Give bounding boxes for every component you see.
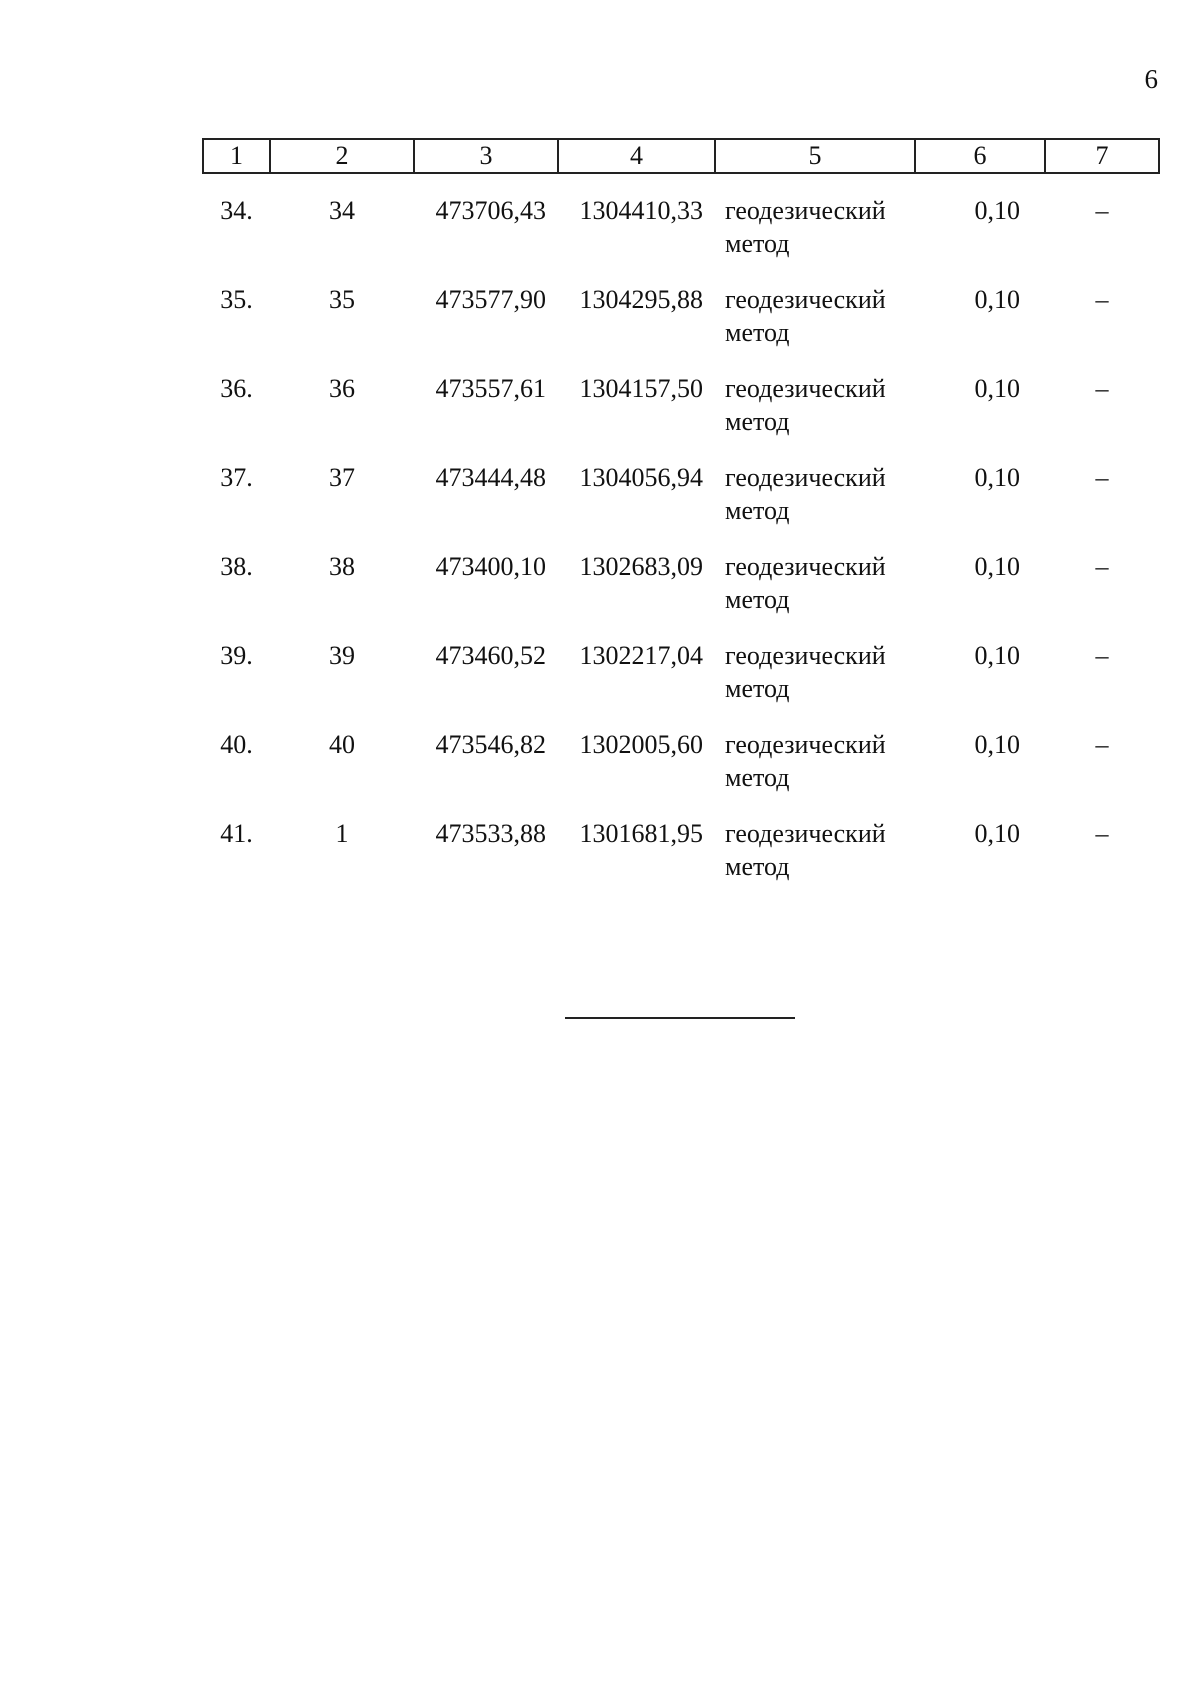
method-text-line-2: метод bbox=[725, 763, 790, 792]
accuracy-value: 0,10 bbox=[974, 730, 1020, 759]
method-cell bbox=[715, 799, 915, 888]
table-header-row bbox=[203, 139, 1159, 173]
coordinate-y: 1304157,50 bbox=[579, 374, 703, 403]
column-header-1: 1 bbox=[203, 139, 270, 173]
note-dash: – bbox=[1095, 730, 1109, 759]
point-number: 40 bbox=[329, 730, 355, 759]
method-cell bbox=[715, 621, 915, 710]
coordinate-y: 1304056,94 bbox=[579, 463, 703, 492]
coordinate-x: 473460,52 bbox=[435, 641, 546, 670]
coordinate-y: 1302217,04 bbox=[579, 641, 703, 670]
note-dash: – bbox=[1095, 819, 1109, 848]
row-number: 37. bbox=[220, 463, 253, 492]
accuracy-value: 0,10 bbox=[974, 196, 1020, 225]
method-text-line-1: геодезический bbox=[725, 641, 886, 670]
point-number: 36 bbox=[329, 374, 355, 403]
column-header-5: 5 bbox=[715, 139, 915, 173]
method-text-line-2: метод bbox=[725, 229, 790, 258]
row-number: 41. bbox=[220, 819, 253, 848]
method-text-line-1: геодезический bbox=[725, 730, 886, 759]
coordinates-table bbox=[202, 138, 1160, 888]
accuracy-value: 0,10 bbox=[974, 819, 1020, 848]
table-row bbox=[203, 710, 1159, 799]
coordinate-y: 1302683,09 bbox=[579, 552, 703, 581]
column-header-4: 4 bbox=[558, 139, 715, 173]
note-dash: – bbox=[1095, 552, 1109, 581]
column-header-3: 3 bbox=[414, 139, 558, 173]
method-cell bbox=[715, 173, 915, 265]
accuracy-value: 0,10 bbox=[974, 641, 1020, 670]
table-row bbox=[203, 532, 1159, 621]
coordinate-y: 1302005,60 bbox=[579, 730, 703, 759]
accuracy-value: 0,10 bbox=[974, 552, 1020, 581]
row-number: 34. bbox=[220, 196, 253, 225]
method-text-line-1: геодезический bbox=[725, 374, 886, 403]
method-text-line-2: метод bbox=[725, 407, 790, 436]
accuracy-value: 0,10 bbox=[974, 285, 1020, 314]
note-dash: – bbox=[1095, 463, 1109, 492]
table-row bbox=[203, 173, 1159, 265]
method-text-line-1: геодезический bbox=[725, 463, 886, 492]
point-number: 37 bbox=[329, 463, 355, 492]
method-text-line-2: метод bbox=[725, 496, 790, 525]
table-row bbox=[203, 443, 1159, 532]
table-row bbox=[203, 354, 1159, 443]
method-text-line-2: метод bbox=[725, 585, 790, 614]
coordinate-x: 473706,43 bbox=[435, 196, 546, 225]
note-dash: – bbox=[1095, 285, 1109, 314]
accuracy-value: 0,10 bbox=[974, 463, 1020, 492]
method-cell bbox=[715, 532, 915, 621]
method-text-line-1: геодезический bbox=[725, 819, 886, 848]
point-number: 1 bbox=[335, 819, 349, 848]
page-number: 6 bbox=[1144, 64, 1158, 94]
method-text-line-1: геодезический bbox=[725, 285, 886, 314]
point-number: 39 bbox=[329, 641, 355, 670]
coordinate-x: 473400,10 bbox=[435, 552, 546, 581]
method-cell bbox=[715, 354, 915, 443]
column-header-7: 7 bbox=[1045, 139, 1159, 173]
method-text-line-2: метод bbox=[725, 318, 790, 347]
table-row bbox=[203, 621, 1159, 710]
point-number: 38 bbox=[329, 552, 355, 581]
note-dash: – bbox=[1095, 641, 1109, 670]
coordinate-x: 473444,48 bbox=[435, 463, 546, 492]
coordinate-x: 473533,88 bbox=[435, 819, 546, 848]
coordinate-x: 473557,61 bbox=[435, 374, 546, 403]
coordinate-x: 473577,90 bbox=[435, 285, 546, 314]
coordinate-y: 1301681,95 bbox=[579, 819, 703, 848]
accuracy-value: 0,10 bbox=[974, 374, 1020, 403]
note-dash: – bbox=[1095, 196, 1109, 225]
row-number: 39. bbox=[220, 641, 253, 670]
point-number: 34 bbox=[329, 196, 355, 225]
column-header-2: 2 bbox=[270, 139, 414, 173]
row-number: 35. bbox=[220, 285, 253, 314]
coordinate-y: 1304410,33 bbox=[579, 196, 703, 225]
table-row bbox=[203, 265, 1159, 354]
row-number: 38. bbox=[220, 552, 253, 581]
column-header-6: 6 bbox=[915, 139, 1045, 173]
method-text-line-1: геодезический bbox=[725, 196, 886, 225]
row-number: 36. bbox=[220, 374, 253, 403]
note-dash: – bbox=[1095, 374, 1109, 403]
coordinate-x: 473546,82 bbox=[435, 730, 546, 759]
row-number: 40. bbox=[220, 730, 253, 759]
table-row bbox=[203, 799, 1159, 888]
method-cell bbox=[715, 710, 915, 799]
end-of-document-rule bbox=[565, 1017, 795, 1019]
method-text-line-2: метод bbox=[725, 852, 790, 881]
coordinate-y: 1304295,88 bbox=[579, 285, 703, 314]
method-text-line-2: метод bbox=[725, 674, 790, 703]
method-cell bbox=[715, 265, 915, 354]
point-number: 35 bbox=[329, 285, 355, 314]
method-cell bbox=[715, 443, 915, 532]
method-text-line-1: геодезический bbox=[725, 552, 886, 581]
